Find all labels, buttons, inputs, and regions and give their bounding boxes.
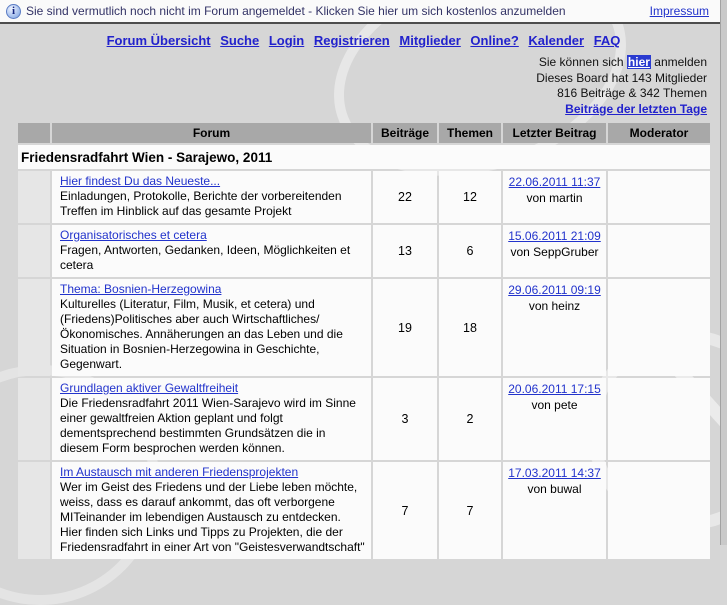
members-count: Dieses Board hat 143 Mitglieder	[536, 70, 707, 85]
recent-posts-link[interactable]: Beiträge der letzten Tage	[565, 101, 707, 116]
forum-status-icon-cell	[18, 378, 50, 460]
forum-link[interactable]: Im Austausch mit anderen Friedensprojekten	[60, 465, 299, 479]
table-header-row	[18, 123, 710, 143]
status-bar	[0, 0, 727, 24]
last-post-date-link[interactable]: 20.06.2011 17:15	[508, 382, 601, 396]
header-icon-column	[18, 123, 50, 143]
forum-status-icon-cell	[18, 171, 50, 223]
category-row	[18, 145, 710, 169]
header-topics: Themen	[439, 123, 501, 143]
board-stats	[0, 55, 727, 117]
header-last-post: Letzter Beitrag	[503, 123, 606, 143]
forum-row	[18, 225, 710, 277]
last-post-date-link[interactable]: 22.06.2011 11:37	[508, 175, 601, 189]
forum-description: Die Friedensradfahrt 2011 Wien-Sarajevo wird im Sinne einer gewaltfreien Aktion geplant und folgt dementsprechend bestimmten Grundsätzen die in diesem Form besprochen werden können.	[60, 396, 356, 455]
last-post-date-link[interactable]: 17.03.2011 14:37	[508, 466, 601, 480]
last-post-date-link[interactable]: 29.06.2011 09:19	[508, 283, 601, 297]
forum-link[interactable]: Hier findest Du das Neueste...	[60, 174, 221, 188]
forum-row	[18, 462, 710, 559]
topics-count: 7	[439, 462, 501, 559]
forum-link[interactable]: Grundlagen aktiver Gewaltfreiheit	[60, 381, 239, 395]
forum-status-icon-cell	[18, 225, 50, 277]
nav-registrieren[interactable]: Registrieren	[313, 33, 390, 48]
posts-count: 22	[373, 171, 437, 223]
nav-forum-uebersicht[interactable]: Forum Übersicht	[106, 33, 211, 48]
topics-count: 18	[439, 279, 501, 376]
last-post-author: von buwal	[527, 482, 582, 496]
impressum-link[interactable]: Impressum	[649, 4, 709, 18]
last-post-author: von heinz	[528, 299, 581, 313]
posts-topics-count: 816 Beiträge & 342 Themen	[557, 86, 707, 100]
posts-count: 19	[373, 279, 437, 376]
forum-status-icon-cell	[18, 462, 50, 559]
main-navigation	[0, 24, 727, 48]
last-post-author: von SeppGruber	[510, 245, 599, 259]
forum-row	[18, 378, 710, 460]
last-post-date-link[interactable]: 15.06.2011 21:09	[508, 229, 601, 243]
moderator-cell	[608, 378, 710, 460]
forum-table	[16, 121, 712, 561]
posts-count: 7	[373, 462, 437, 559]
login-hint-prefix: Sie können sich	[538, 55, 624, 69]
forum-status-icon-cell	[18, 279, 50, 376]
login-hint-line	[0, 55, 707, 71]
nav-suche[interactable]: Suche	[220, 33, 260, 48]
forum-row	[18, 279, 710, 376]
forum-description: Fragen, Antworten, Gedanken, Ideen, Möglichkeiten et cetera	[60, 243, 351, 272]
forum-link[interactable]: Thema: Bosnien-Herzegowina	[60, 282, 222, 296]
moderator-cell	[608, 225, 710, 277]
topics-count: 2	[439, 378, 501, 460]
topics-count: 6	[439, 225, 501, 277]
forum-description: Kulturelles (Literatur, Film, Musik, et cetera) und (Friedens)Politisches aber auch Wirtschaftliches/Ökonomisches. Annäherungen an das Leben und die Situation in Bosnien-Herzegowina in Geschichte, Gegenwart.	[60, 297, 343, 371]
forum-link[interactable]: Organisatorisches et cetera	[60, 228, 207, 242]
login-banner-message[interactable]: Sie sind vermutlich noch nicht im Forum angemeldet - Klicken Sie hier um sich kostenlos anzumelden	[26, 4, 566, 18]
info-icon: i	[6, 4, 21, 19]
login-here-link[interactable]: hier	[627, 55, 650, 69]
last-post-author: von pete	[531, 398, 578, 412]
moderator-cell	[608, 462, 710, 559]
posts-count: 3	[373, 378, 437, 460]
header-forum: Forum	[52, 123, 371, 143]
header-moderator: Moderator	[608, 123, 710, 143]
category-title: Friedensradfahrt Wien - Sarajewo, 2011	[18, 145, 710, 169]
last-post-author: von martin	[526, 191, 583, 205]
window-right-edge	[720, 0, 727, 545]
forum-description: Einladungen, Protokolle, Berichte der vorbereitenden Treffen im Hinblick auf das gesamte Projekt	[60, 189, 342, 218]
login-hint-suffix: anmelden	[654, 55, 707, 69]
moderator-cell	[608, 171, 710, 223]
nav-online[interactable]: Online?	[470, 33, 519, 48]
nav-faq[interactable]: FAQ	[593, 33, 621, 48]
nav-login[interactable]: Login	[268, 33, 305, 48]
posts-count: 13	[373, 225, 437, 277]
moderator-cell	[608, 279, 710, 376]
nav-kalender[interactable]: Kalender	[528, 33, 585, 48]
topics-count: 12	[439, 171, 501, 223]
nav-mitglieder[interactable]: Mitglieder	[399, 33, 461, 48]
forum-description: Wer im Geist des Friedens und der Liebe leben möchte, weiss, dass es darauf ankommt, das oft verborgene MITeinander im lebendigen Austausch zu entdecken. Hier finden sich Links und Tipps zu Projekten, die der Friedensradfahrt in einer Art von "Geistesverwandtschaft"	[60, 480, 365, 554]
forum-row	[18, 171, 710, 223]
header-posts: Beiträge	[373, 123, 437, 143]
